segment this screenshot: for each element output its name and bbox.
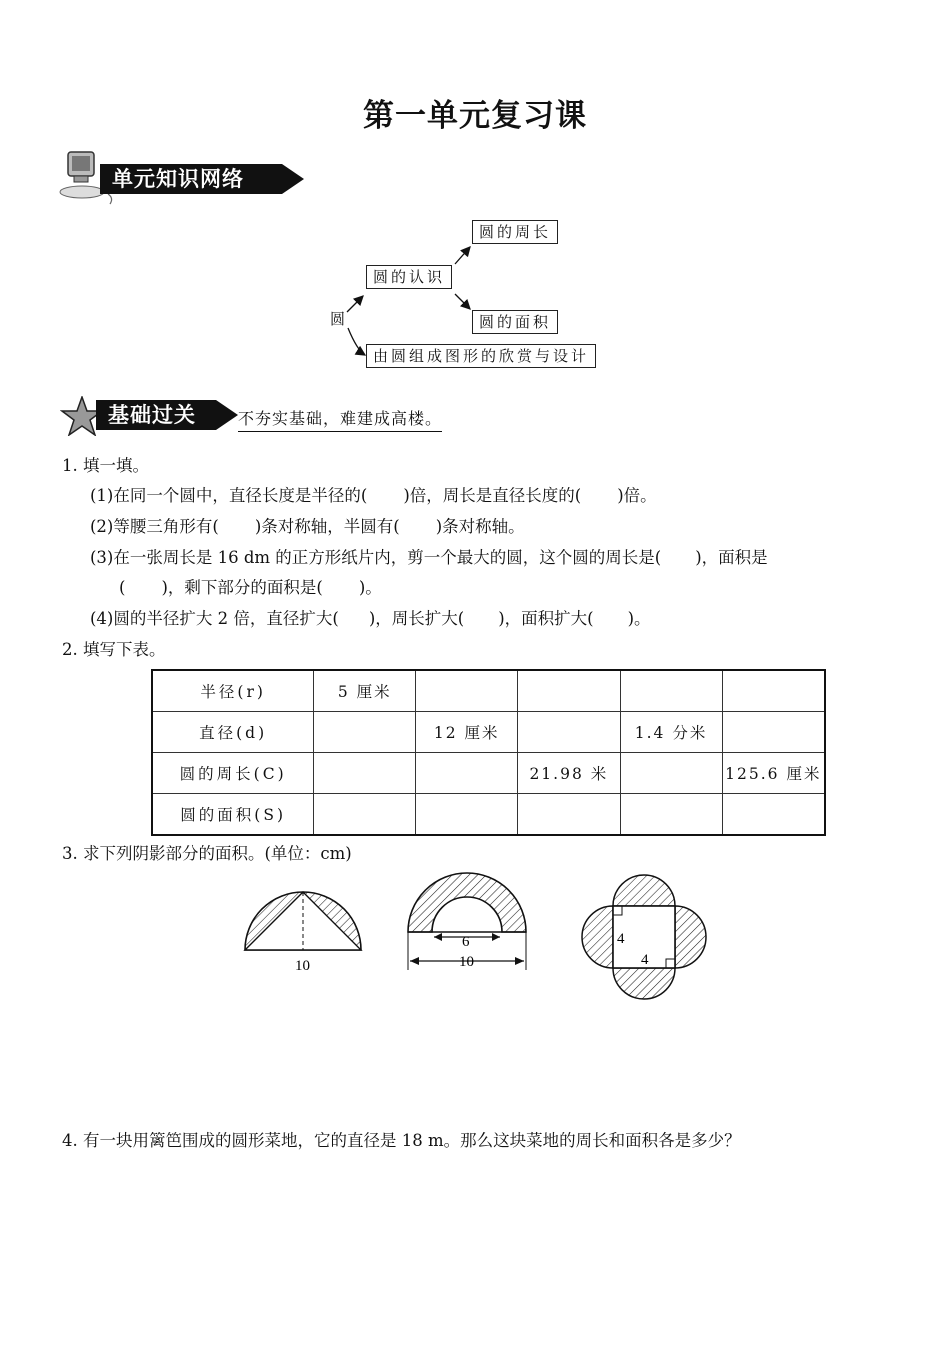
table-cell[interactable] bbox=[518, 794, 620, 836]
q1-part2: (2)等腰三角形有( )条对称轴，半圆有( )条对称轴。 bbox=[90, 517, 525, 536]
table-cell[interactable] bbox=[314, 712, 416, 753]
figure1-dimension: 10 bbox=[295, 958, 310, 974]
table-cell[interactable] bbox=[620, 670, 722, 712]
network-root: 圆 bbox=[330, 310, 346, 328]
figure-square-semicircles bbox=[582, 875, 706, 999]
table-cell[interactable] bbox=[314, 794, 416, 836]
network-node-perimeter: 圆的周长 bbox=[472, 220, 558, 244]
section-label: 单元知识网络 bbox=[100, 164, 282, 194]
table-cell[interactable] bbox=[518, 712, 620, 753]
figure2-outer-dimension: 10 bbox=[459, 954, 474, 970]
q4-text: 4. 有一块用篱笆围成的圆形菜地，它的直径是 18 m。那么这块菜地的周长和面积各是多少？ bbox=[62, 1131, 741, 1150]
row-header: 圆的周长(C) bbox=[152, 753, 314, 794]
page-title: 第一单元复习课 bbox=[363, 98, 587, 134]
table-cell[interactable]: 21.98 米 bbox=[518, 753, 620, 794]
table-cell[interactable] bbox=[314, 753, 416, 794]
q1-title: 1. 填一填。 bbox=[62, 456, 149, 475]
figure-semi-annulus bbox=[408, 873, 526, 970]
arrow-to-design bbox=[348, 328, 365, 355]
q3-title: 3. 求下列阴影部分的面积。(单位：cm) bbox=[62, 844, 352, 863]
table-row bbox=[152, 753, 825, 794]
table-cell[interactable] bbox=[416, 670, 518, 712]
q1-part3-continued: ( )，剩下部分的面积是( )。 bbox=[119, 578, 382, 597]
section-label: 基础过关 bbox=[96, 400, 216, 430]
shaded-figures bbox=[0, 860, 950, 1010]
figure3-left-dimension: 4 bbox=[617, 931, 625, 947]
figure-semicircle-triangle bbox=[245, 892, 361, 974]
table-row bbox=[152, 670, 825, 712]
table-cell[interactable]: 125.6 厘米 bbox=[722, 753, 825, 794]
circle-table bbox=[151, 669, 826, 836]
network-arrows bbox=[0, 0, 950, 400]
figure2-inner-dimension: 6 bbox=[462, 934, 470, 950]
table-cell[interactable]: 5 厘米 bbox=[314, 670, 416, 712]
q1-part3: (3)在一张周长是 16 dm 的正方形纸片内，剪一个最大的圆，这个圆的周长是( )，面积是 bbox=[90, 548, 768, 567]
table-cell[interactable] bbox=[722, 670, 825, 712]
section-slogan: 不夯实基础，难建成高楼。 bbox=[238, 406, 442, 432]
q2-title: 2. 填写下表。 bbox=[62, 640, 166, 659]
network-node-design: 由圆组成图形的欣赏与设计 bbox=[366, 344, 596, 368]
table-cell[interactable] bbox=[416, 753, 518, 794]
arrow-to-area bbox=[455, 294, 470, 309]
table-cell[interactable]: 1.4 分米 bbox=[620, 712, 722, 753]
q1-part1: (1)在同一个圆中，直径长度是半径的( )倍，周长是直径长度的( )倍。 bbox=[90, 486, 657, 505]
table-cell[interactable] bbox=[620, 753, 722, 794]
figure3-bottom-dimension: 4 bbox=[641, 952, 649, 968]
row-header: 直径(d) bbox=[152, 712, 314, 753]
table-row bbox=[152, 794, 825, 836]
network-node-area: 圆的面积 bbox=[472, 310, 558, 334]
row-header: 圆的面积(S) bbox=[152, 794, 314, 836]
arrow-to-perimeter bbox=[455, 247, 470, 264]
table-cell[interactable] bbox=[518, 670, 620, 712]
q1-part4: (4)圆的半径扩大 2 倍，直径扩大( )，周长扩大( )，面积扩大( )。 bbox=[90, 609, 651, 628]
network-node-recognize: 圆的认识 bbox=[366, 265, 452, 289]
table-cell[interactable] bbox=[722, 712, 825, 753]
table-cell[interactable] bbox=[620, 794, 722, 836]
arrow-to-recognize bbox=[347, 296, 363, 312]
row-header: 半径(r) bbox=[152, 670, 314, 712]
table-cell[interactable]: 12 厘米 bbox=[416, 712, 518, 753]
table-cell[interactable] bbox=[722, 794, 825, 836]
section-banner-basics bbox=[60, 396, 480, 428]
table-cell[interactable] bbox=[416, 794, 518, 836]
table-row bbox=[152, 712, 825, 753]
